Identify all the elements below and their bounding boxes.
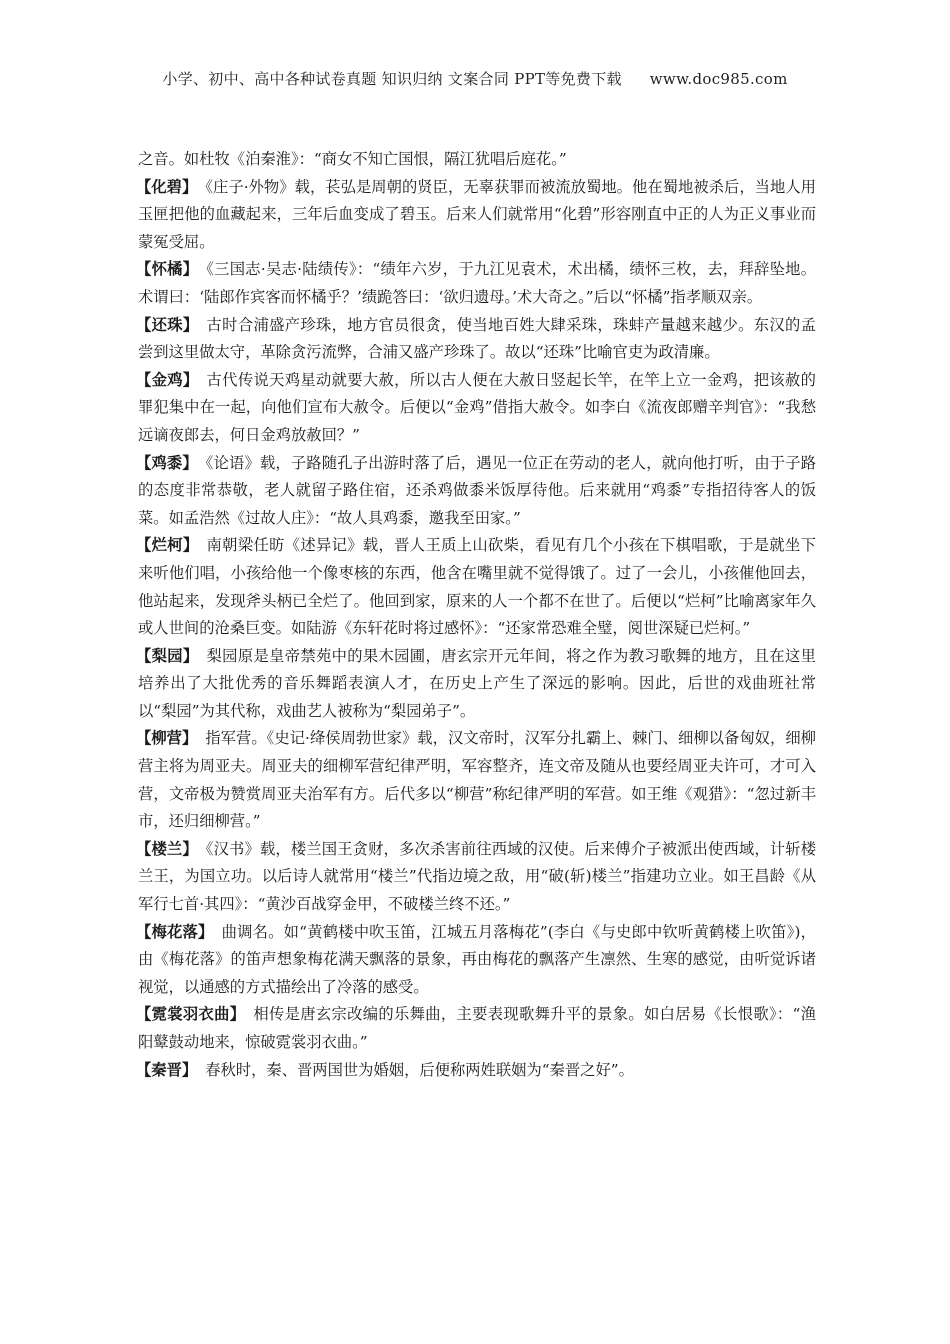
entry-loulan: [138, 836, 816, 919]
entry-text: 古代传说天鸡星动就要大赦，所以古人便在大赦日竖起长竿，在竿上立一金鸡，把该赦的罪犯集中在一起，向他们宣布大赦令。后便以“金鸡”借指大赦令。如李白《流夜郎赠辛判官》：“我愁远谪夜郎去，何日金鸡放赦回？”: [138, 370, 816, 444]
entry-term: 【柳营】: [136, 729, 198, 748]
entry-text: 《论语》载，子路随孔子出游时落了后，遇见一位正在劳动的老人，就向他打听，由于子路的态度非常恭敬，老人就留子路住宿，还杀鸡做黍米饭厚待他。后来就用“鸡黍”专指招待客人的饭菜。如孟浩然《过故人庄》：“故人具鸡黍，邀我至田家。”: [138, 453, 816, 527]
entry-huabi: [138, 174, 816, 257]
entry-text: 指军营。《史记·绛侯周勃世家》载，汉文帝时，汉军分扎霸上、棘门、细柳以备匈奴，细柳营主将为周亚夫。周亚夫的细柳军营纪律严明，军容整齐，连文帝及随从也要经周亚夫许可，才可入营，文帝极为赞赏周亚夫治军有方。后代多以“柳营”称纪律严明的军营。如王维《观猎》：“忽过新丰市，还归细柳营。”: [138, 729, 816, 831]
entry-text: 《汉书》载，楼兰国王贪财，多次杀害前往西域的汉使。后来傅介子被派出使西域，计斩楼兰王，为国立功。以后诗人就常用“楼兰”代指边境之敌，用“破(斩)楼兰”指建功立业。如王昌龄《从军行七首·其四》：“黄沙百战穿金甲，不破楼兰终不还。”: [138, 839, 816, 914]
entry-text: 相传是唐玄宗改编的乐舞曲，主要表现歌舞升平的景象。如白居易《长恨歌》：“渔阳鼙鼓动地来，惊破霓裳羽衣曲。”: [138, 1005, 816, 1051]
entry-jinji: [138, 367, 816, 450]
entry-term: 【霓裳羽衣曲】: [136, 1005, 246, 1024]
entry-text: 梨园原是皇帝禁苑中的果木园圃，唐玄宗开元年间，将之作为教习歌舞的地方，且在这里培养出了大批优秀的音乐舞蹈表演人才，在历史上产生了深远的影响。因此，后世的戏曲班社常以“梨园”为其代称，戏曲艺人被称为“梨园弟子”。: [138, 646, 816, 720]
entry-text: 《庄子·外物》载，苌弘是周朝的贤臣，无辜获罪而被流放蜀地。他在蜀地被杀后，当地人用玉匣把他的血藏起来，三年后血变成了碧玉。后来人们就常用“化碧”形容刚直中正的人为正义事业而蒙冤受屈。: [138, 177, 816, 251]
entry-term: 【鸡黍】: [136, 453, 198, 472]
entry-term: 【梨园】: [136, 646, 199, 665]
entry-text: 南朝梁任昉《述异记》载，晋人王质上山砍柴，看见有几个小孩在下棋唱歌，于是就坐下来听他们唱，小孩给他一个像枣核的东西，他含在嘴里就不觉得饿了。过了一会儿，小孩催他回去，他站起来，发现斧头柄已全烂了。他回到家，原来的人一个都不在世了。后便以“烂柯”比喻离家年久或人世间的沧桑巨变。如陆游《东轩花时将过感怀》：“还家常恐难全璧，阅世深疑已烂柯。”: [138, 536, 816, 638]
entry-term: 【化碧】: [136, 177, 198, 196]
entry-term: 【金鸡】: [136, 370, 199, 389]
entry-term: 【还珠】: [136, 315, 199, 334]
page-header: [0, 68, 950, 89]
entry-huanzhu: [138, 312, 816, 367]
entry-liyuan: [138, 643, 816, 726]
entry-text: 春秋时，秦、晋两国世为婚姻，后便称两姓联姻为“秦晋之好”。: [205, 1060, 634, 1079]
header-text: 小学、初中、高中各种试卷真题 知识归纳 文案合同 PPT等免费下载: [162, 70, 622, 88]
entry-liuying: [138, 725, 816, 835]
entry-huaiju: [138, 256, 816, 311]
entry-term: 【怀橘】: [136, 260, 199, 279]
entry-meihualuo: [138, 919, 816, 1002]
entry-qinjin: [138, 1057, 816, 1085]
entry-term: 【秦晋】: [136, 1060, 198, 1079]
entry-text: 古时合浦盛产珍珠，地方官员很贪，使当地百姓大肆采珠，珠蚌产量越来越少。东汉的孟尝到这里做太守，革除贪污流弊，合浦又盛产珍珠了。故以“还珠”比喻官吏为政清廉。: [138, 315, 816, 362]
header-url[interactable]: www.doc985.com: [649, 70, 788, 88]
entry-jishu: [138, 450, 816, 533]
entry-term: 【梅花落】: [136, 922, 214, 941]
entry-term: 【烂柯】: [136, 536, 199, 555]
entry-lanke: [138, 532, 816, 642]
entry-nichang: [138, 1001, 816, 1056]
document-body: [138, 146, 816, 1084]
intro-paragraph: 之音。如杜牧《泊秦淮》：“商女不知亡国恨，隔江犹唱后庭花。”: [138, 150, 567, 168]
entry-term: 【楼兰】: [136, 839, 198, 858]
entry-text: 曲调名。如“黄鹤楼中吹玉笛，江城五月落梅花”(李白《与史郎中钦听黄鹤楼上吹笛》)，由《梅花落》的笛声想象梅花满天飘落的景象，再由梅花的飘落产生凛然、生寒的感觉，由听觉诉诸视觉，以通感的方式描绘出了冷落的感受。: [138, 922, 816, 996]
entry-text: 《三国志·吴志·陆绩传》：“绩年六岁，于九江见袁术，术出橘，绩怀三枚，去，拜辞坠地。术谓曰：‘陆郎作宾客而怀橘乎？’绩跪答曰：‘欲归遗母。’术大奇之。”后以“怀橘”指孝顺双亲。: [138, 260, 816, 306]
